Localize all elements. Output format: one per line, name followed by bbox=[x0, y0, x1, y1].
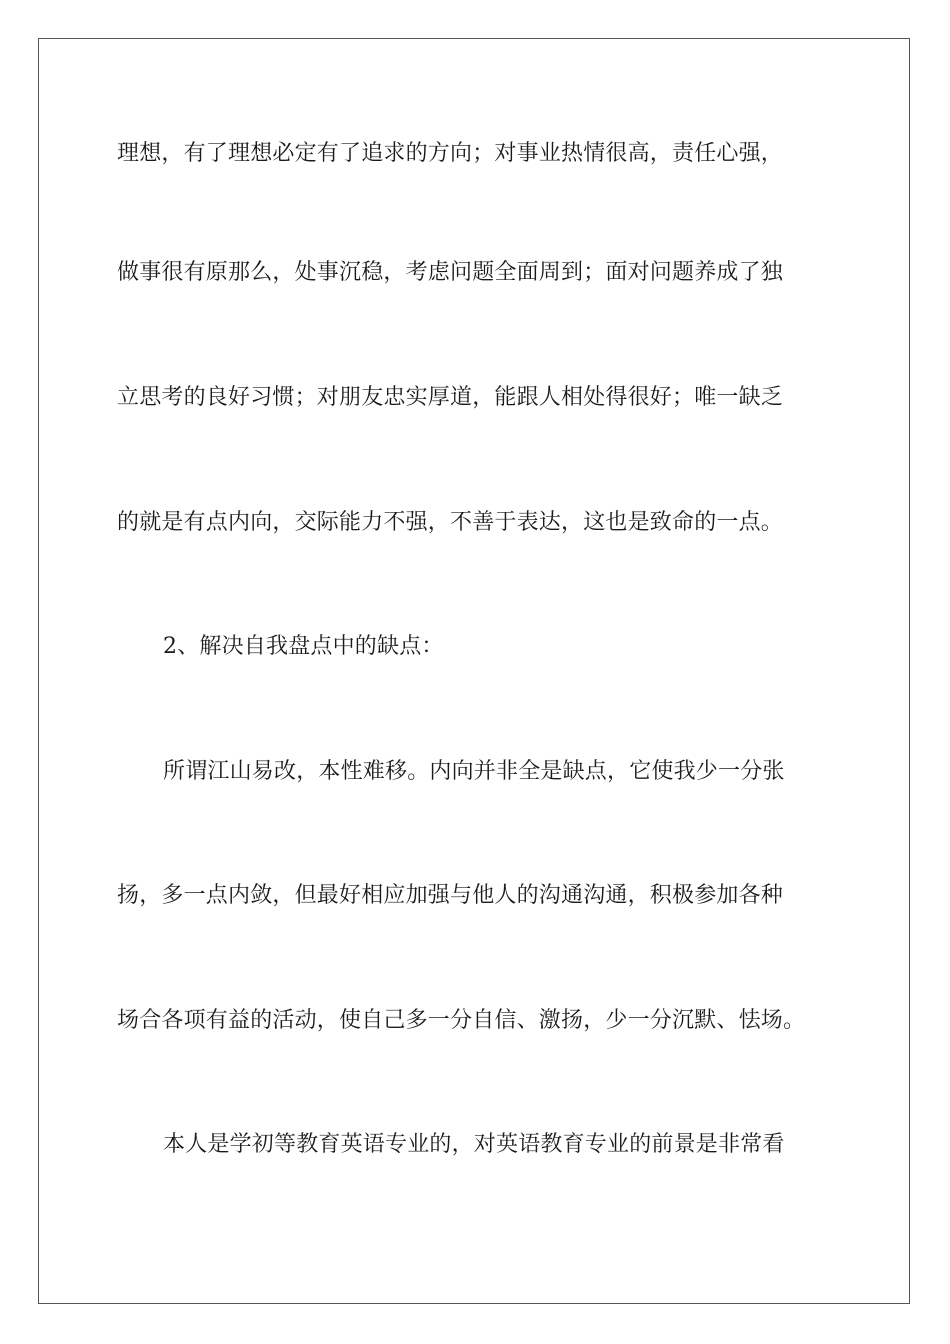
section-heading: 2、解决自我盘点中的缺点： bbox=[163, 634, 444, 659]
text-line-2: 做事很有原那么，处事沉稳，考虑问题全面周到；面对问题养成了独 bbox=[117, 260, 784, 285]
text-line-6: 所谓江山易改，本性难移。内向并非全是缺点，它使我少一分张 bbox=[163, 759, 785, 784]
text-line-7: 扬，多一点内敛，但最好相应加强与他人的沟通沟通，积极参加各种 bbox=[117, 883, 784, 908]
page-border bbox=[38, 38, 910, 1304]
text-line-8: 场合各项有益的活动，使自己多一分自信、激扬，少一分沉默、怯场。 bbox=[117, 1008, 806, 1033]
text-line-9: 本人是学初等教育英语专业的，对英语教育专业的前景是非常看 bbox=[163, 1132, 785, 1157]
text-line-1: 理想，有了理想必定有了追求的方向；对事业热情很高，责任心强， bbox=[117, 141, 784, 166]
text-line-3: 立思考的良好习惯；对朋友忠实厚道，能跟人相处得很好；唯一缺乏 bbox=[117, 385, 784, 410]
text-line-4: 的就是有点内向，交际能力不强，不善于表达，这也是致命的一点。 bbox=[117, 510, 784, 535]
